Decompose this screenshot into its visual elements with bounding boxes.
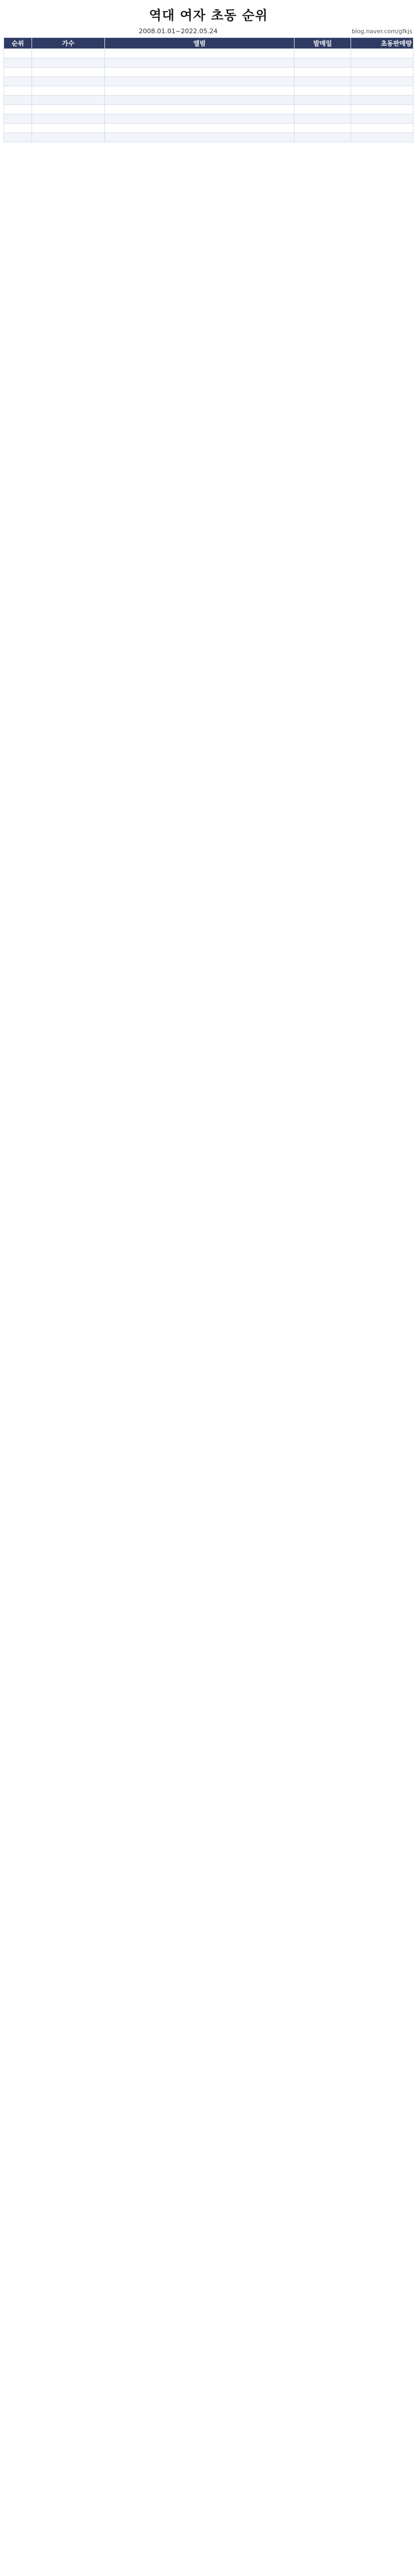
page-title: 역대 여자 초동 순위 bbox=[149, 9, 268, 23]
rank-header: 순위 bbox=[4, 38, 32, 49]
artist-cell bbox=[32, 133, 105, 142]
date-header: 발매일 bbox=[295, 38, 351, 49]
first-week-sales-cell bbox=[351, 68, 414, 77]
artist-cell bbox=[32, 77, 105, 86]
album-cell bbox=[104, 86, 294, 96]
release-date-cell bbox=[295, 58, 351, 68]
artist-cell bbox=[32, 68, 105, 77]
album-cell bbox=[104, 105, 294, 114]
release-date-cell bbox=[295, 114, 351, 124]
artist-cell bbox=[32, 105, 105, 114]
first-week-sales-cell bbox=[351, 58, 414, 68]
album-cell bbox=[104, 58, 294, 68]
rank-cell bbox=[4, 105, 32, 114]
album-cell bbox=[104, 133, 294, 142]
release-date-cell bbox=[295, 133, 351, 142]
release-date-cell bbox=[295, 124, 351, 133]
first-week-sales-cell bbox=[351, 114, 414, 124]
first-week-sales-cell bbox=[351, 105, 414, 114]
artist-header: 가수 bbox=[32, 38, 105, 49]
album-cell bbox=[104, 114, 294, 124]
table-row bbox=[4, 86, 414, 96]
table-row bbox=[4, 77, 414, 86]
release-date-cell bbox=[295, 86, 351, 96]
artist-cell bbox=[32, 96, 105, 105]
table-row bbox=[4, 114, 414, 124]
table-row bbox=[4, 105, 414, 114]
rank-cell bbox=[4, 96, 32, 105]
first-week-sales-cell bbox=[351, 96, 414, 105]
album-cell bbox=[104, 124, 294, 133]
first-week-sales-cell bbox=[351, 77, 414, 86]
release-date-cell bbox=[295, 68, 351, 77]
rank-cell bbox=[4, 58, 32, 68]
rank-cell bbox=[4, 133, 32, 142]
meta-row bbox=[5, 27, 412, 35]
first-week-sales-cell bbox=[351, 49, 414, 58]
artist-cell bbox=[32, 124, 105, 133]
release-date-cell bbox=[295, 49, 351, 58]
release-date-cell bbox=[295, 105, 351, 114]
release-date-cell bbox=[295, 96, 351, 105]
album-cell bbox=[104, 49, 294, 58]
table-head bbox=[4, 38, 414, 49]
rank-cell bbox=[4, 49, 32, 58]
album-cell bbox=[104, 77, 294, 86]
release-date-cell bbox=[295, 77, 351, 86]
table-body bbox=[4, 49, 414, 142]
album-cell bbox=[104, 96, 294, 105]
sales-header: 초동판매량 bbox=[351, 38, 414, 49]
rank-cell bbox=[4, 86, 32, 96]
date-range: 2008.01.01~2022.05.24 bbox=[138, 27, 218, 35]
rank-cell bbox=[4, 68, 32, 77]
table-row bbox=[4, 96, 414, 105]
album-cell bbox=[104, 68, 294, 77]
source-label: blog.naver.com/gfkjs bbox=[351, 29, 412, 35]
rank-cell bbox=[4, 114, 32, 124]
table-row bbox=[4, 58, 414, 68]
album-header: 앨범 bbox=[104, 38, 294, 49]
table-row bbox=[4, 133, 414, 142]
artist-cell bbox=[32, 58, 105, 68]
rank-cell bbox=[4, 124, 32, 133]
artist-cell bbox=[32, 86, 105, 96]
table-row bbox=[4, 49, 414, 58]
header-row bbox=[4, 38, 414, 49]
artist-cell bbox=[32, 114, 105, 124]
table-row bbox=[4, 124, 414, 133]
ranking-table bbox=[3, 37, 414, 142]
table-row bbox=[4, 68, 414, 77]
first-week-sales-cell bbox=[351, 124, 414, 133]
rank-cell bbox=[4, 77, 32, 86]
first-week-sales-cell bbox=[351, 133, 414, 142]
first-week-sales-cell bbox=[351, 86, 414, 96]
artist-cell bbox=[32, 49, 105, 58]
